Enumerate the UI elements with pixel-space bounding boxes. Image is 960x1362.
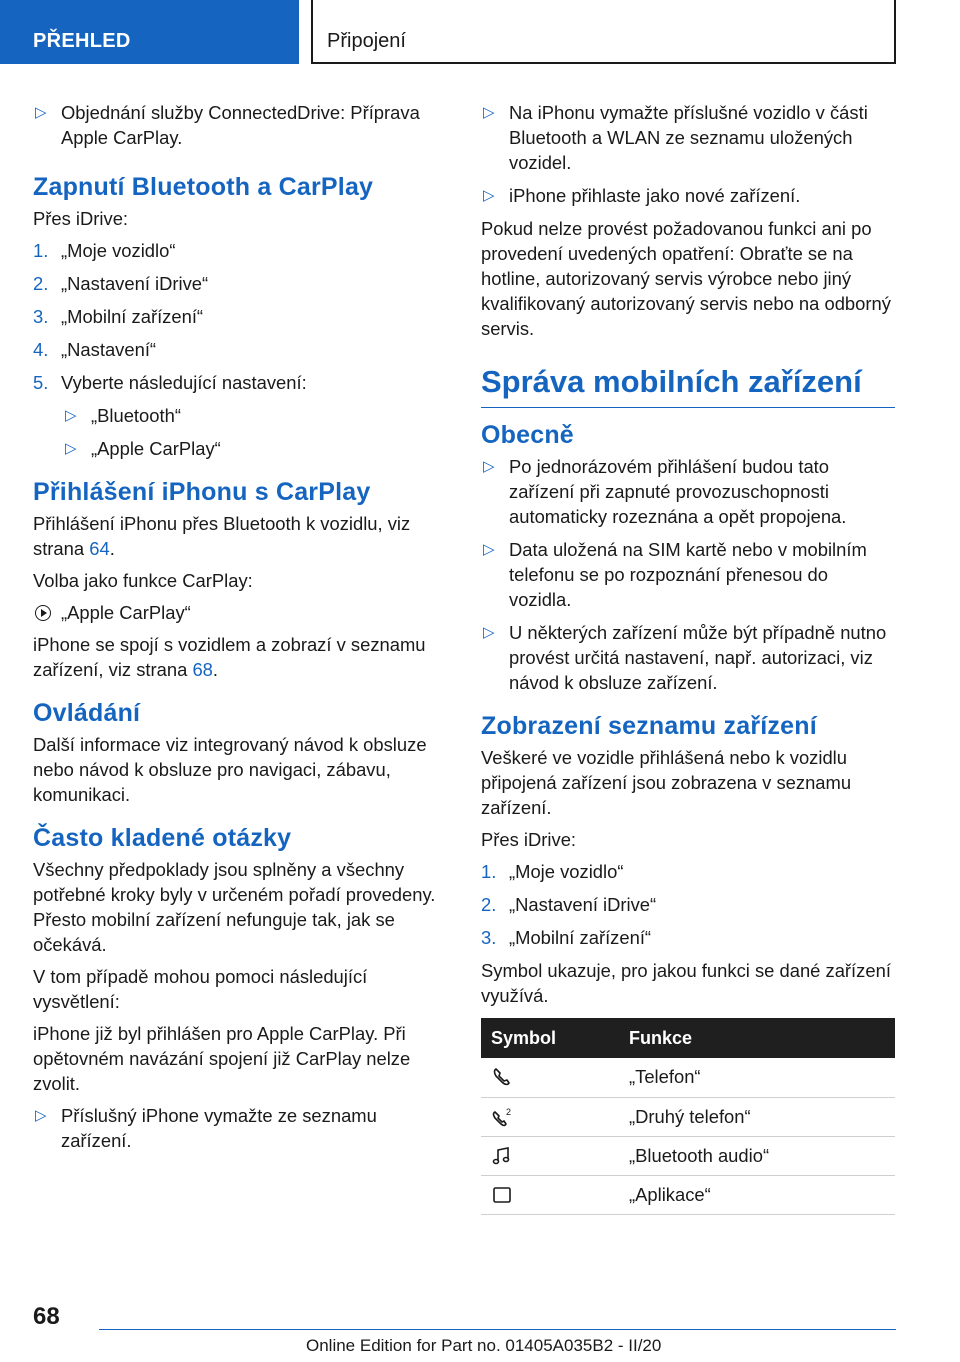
list-item: ▷ iPhone přihlaste jako nové zařízení. [483, 185, 801, 206]
footer-divider [99, 1329, 896, 1330]
connect-text: iPhone se spojí s vozidlem a zobrazí v seznamu zařízení, viz strana 68. [33, 634, 426, 680]
list-item: ▷ Data uložená na SIM kartě nebo v mobilním telefonu se po rozpoznání přenesou do vozidla. [483, 539, 867, 610]
triangle-bullet-icon: ▷ [483, 458, 495, 475]
heading-manage-devices: Správa mobilních zařízení [481, 363, 895, 408]
intro-list [33, 100, 437, 150]
faq-list [33, 1103, 437, 1153]
faq-list-continued [481, 100, 895, 208]
function-cell: „Aplikace“ [619, 1175, 895, 1214]
music-note-icon [491, 1145, 513, 1167]
table-row [481, 1058, 895, 1097]
section-tab[interactable] [0, 0, 299, 64]
list-item: ▷ Na iPhonu vymažte příslušné vozidlo v části Bluetooth a WLAN ze seznamu uložených vozidel. [483, 102, 868, 173]
list-item: 2. „Nastavení iDrive“ [33, 273, 209, 294]
list-steps [481, 859, 895, 950]
heading-device-list: Zobrazení seznamu zařízení [481, 712, 817, 740]
list-item: 2. „Nastavení iDrive“ [481, 894, 657, 915]
heading-login-iphone: Přihlášení iPhonu s CarPlay [33, 478, 371, 506]
bt-steps [33, 238, 437, 395]
table-row [481, 1097, 895, 1136]
right-column [481, 100, 895, 1215]
app-square-icon [491, 1184, 513, 1206]
heading-control: Ovládání [33, 699, 141, 727]
list-item: 3. „Mobilní zařízení“ [33, 306, 204, 327]
symbol-cell [481, 1136, 619, 1175]
page-link-64[interactable]: 64 [89, 538, 110, 559]
list-item: ▷ „Apple CarPlay“ [65, 438, 221, 459]
symbol-text: Symbol ukazuje, pro jakou funkci se dané zařízení využívá. [481, 960, 891, 1006]
function-cell: „Druhý telefon“ [619, 1097, 895, 1136]
list-item: ▷ „Bluetooth“ [65, 405, 181, 426]
list-item: 1. „Moje vozidlo“ [481, 861, 624, 882]
column-header-symbol: Symbol [481, 1018, 619, 1058]
triangle-bullet-icon: ▷ [483, 624, 495, 641]
chapter-header [311, 0, 896, 64]
carplay-action: „Apple CarPlay“ [33, 600, 437, 625]
list-item: 5. Vyberte následující nastavení: [33, 372, 307, 393]
second-phone-icon [491, 1106, 513, 1128]
play-circle-icon [35, 605, 51, 621]
symbol-cell [481, 1097, 619, 1136]
phone-icon [491, 1066, 513, 1088]
faq-paragraph: V tom případě mohou pomoci následující vysvětlení: [33, 966, 368, 1012]
page-link-68[interactable]: 68 [192, 659, 213, 680]
heading-general: Obecně [481, 421, 574, 449]
function-cell: „Telefon“ [619, 1058, 895, 1097]
symbol-cell [481, 1175, 619, 1214]
faq-paragraph: Všechny předpoklady jsou splněny a všechny potřebné kroky byly v určeném pořadí provedeny. Přesto mobilní zařízení nefunguje tak, jak se očekává. [33, 859, 436, 955]
control-text: Další informace viz integrovaný návod k obsluze nebo návod k obsluze pro navigaci, zábavu, komunikaci. [33, 734, 427, 805]
bt-sub-options [63, 403, 437, 461]
footer-edition: Online Edition for Part no. 01405A035B2 - II/20 [306, 1336, 662, 1355]
chapter-title: Připojení [327, 30, 406, 52]
list-item: ▷ Příslušný iPhone vymažte ze seznamu zařízení. [35, 1105, 377, 1151]
left-column [33, 100, 437, 1161]
login-text: Přihlášení iPhonu přes Bluetooth k vozidlu, viz strana 64. [33, 513, 411, 559]
section-tab-label: PŘEHLED [33, 30, 131, 52]
table-row [481, 1136, 895, 1175]
function-cell: „Bluetooth audio“ [619, 1136, 895, 1175]
svg-text:2: 2 [506, 1106, 512, 1117]
triangle-bullet-icon: ▷ [65, 407, 77, 424]
symbol-cell [481, 1058, 619, 1097]
triangle-bullet-icon: ▷ [483, 187, 495, 204]
general-list [481, 454, 895, 695]
triangle-bullet-icon: ▷ [65, 440, 77, 457]
list-item: 3. „Mobilní zařízení“ [481, 927, 652, 948]
list-text: Veškeré ve vozidle přihlášená nebo k vozidlu připojená zařízení jsou zobrazena v seznamu zařízení. [481, 747, 852, 818]
list-item: ▷ Po jednorázovém přihlášení budou tato zařízení při zapnuté provozuschopnosti automaticky rozeznána a opět propojena. [483, 456, 847, 527]
triangle-bullet-icon: ▷ [483, 541, 495, 558]
triangle-bullet-icon: ▷ [35, 104, 47, 121]
symbol-table [481, 1018, 895, 1215]
service-text: Pokud nelze provést požadovanou funkci ani po provedení uvedených opatření: Obraťte se na hotline, autorizovaný servis výrobce nebo jiný kvalifikovaný autorizovaný servis nebo na odborný servis. [481, 218, 891, 339]
heading-bluetooth-carplay: Zapnutí Bluetooth a CarPlay [33, 173, 374, 201]
list-item: 4. „Nastavení“ [33, 339, 157, 360]
table-row [481, 1175, 895, 1214]
column-header-function: Funkce [619, 1018, 895, 1058]
triangle-bullet-icon: ▷ [35, 1107, 47, 1124]
table-header-row [481, 1018, 895, 1058]
page-number: 68 [33, 1303, 60, 1330]
list-item: 1. „Moje vozidlo“ [33, 240, 176, 261]
list-item: ▷ Objednání služby ConnectedDrive: Příprava Apple CarPlay. [35, 102, 420, 148]
list-item: ▷ U některých zařízení může být případně nutno provést určitá nastavení, např. autorizaci, viz návod k obsluze zařízení. [483, 622, 887, 693]
heading-faq: Často kladené otázky [33, 824, 292, 852]
via-idrive-label: Přes iDrive: [33, 208, 129, 229]
faq-paragraph: iPhone již byl přihlášen pro Apple CarPlay. Při opětovném navázání spojení již CarPlay nelze zvolit. [33, 1023, 411, 1094]
function-text: Volba jako funkce CarPlay: [33, 570, 253, 591]
via-idrive-label: Přes iDrive: [481, 829, 577, 850]
triangle-bullet-icon: ▷ [483, 104, 495, 121]
